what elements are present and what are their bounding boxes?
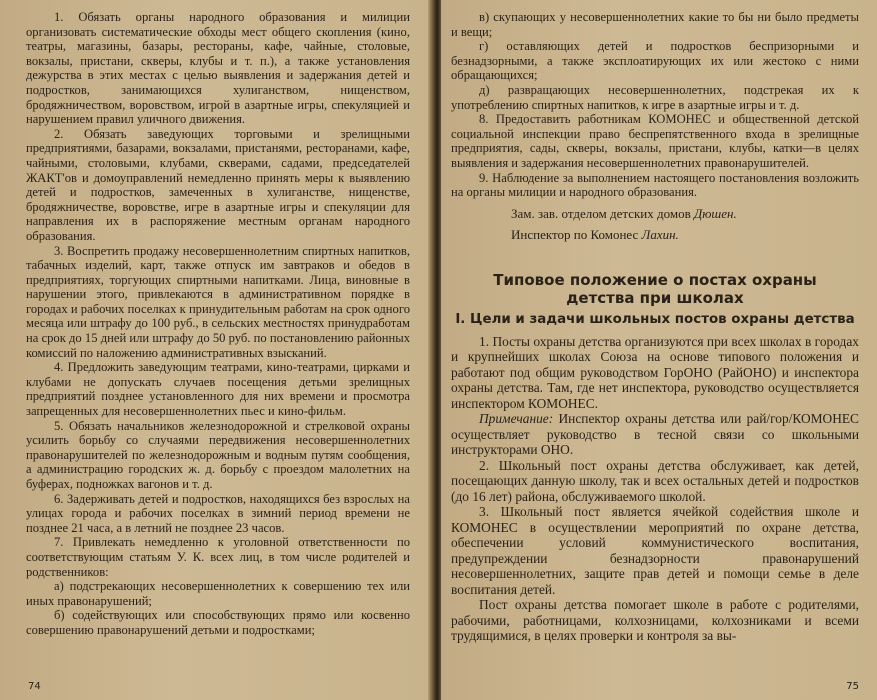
paragraph: б) содействующих или способствующих прямо или косвенно совершению правонарушений детьми и подростками; — [26, 608, 410, 637]
signature-line — [451, 228, 859, 243]
paragraph: 5. Обязать начальников железнодорожной и стрелковой охраны усилить борьбу со случаями передвижения несовершеннолетних правонарушителей по железнодорожным и водным путям сообщения, а администрацию городских ж. д. борьбу с проездом малолетних на буферах, подножках вагонов и т. д. — [26, 418, 410, 491]
paragraph: а) подстрекающих несовершеннолетних к совершению тех или иных правонарушений; — [26, 579, 410, 608]
signature-line — [451, 207, 859, 222]
signature-name: Лахин. — [641, 227, 679, 243]
paragraph: Пост охраны детства помогает школе в работе с родителями, рабочими, работницами, колхозницами, колхозниками и всеми трудящимися, в целях проверки и контроля за вы- — [451, 597, 859, 644]
note-paragraph — [451, 411, 859, 458]
left-page-text — [26, 10, 410, 638]
left-page — [0, 0, 432, 700]
page-number-left: 74 — [28, 681, 41, 692]
paragraph: 2. Обязать заведующих торговыми и зрелищными предприятиями, базарами, вокзалами, пристанями, ресторанами, кафе, чайными, столовыми, клубами, скверами, садами, председателей ЖАКТ'ов и домоуправлений немедленно принять меры к выявлению детей и подростков, замеченных в хулиганстве, нищенстве, бродяжничестве, воровстве, игре в азартные игры и спекуляции для направления их в распоряжение местным органам народного образования. — [26, 126, 410, 243]
paragraph: 1. Обязать органы народного образования и милиции организовать систематические обходы мест общего скопления (кино, театры, магазины, базары, рестораны, кафе, чайные, столовые, вокзалы, пристани, скверы, клубы и т. п.), а также установления дежурства в этих местах с целью выявления и задержания детей и подростков, занимающихся хулиганством, нищенством, бродяжничеством, воровством, игрой в азартные игры, спекуляцией и нарушением правил уличного движения. — [26, 10, 410, 127]
paragraph: 2. Школьный пост охраны детства обслуживает, как детей, посещающих данную школу, так и всех остальных детей и подростков (до 16 лет) района, обслуживаемого школой. — [451, 457, 859, 504]
paragraph: в) скупающих у несовершеннолетних какие то бы ни было предметы и вещи; — [451, 10, 859, 39]
right-page — [441, 0, 877, 700]
paragraph: д) развращающих несовершеннолетних, подстрекая их к употреблению спиртных напитков, к игре в азартные игры и т. д. — [451, 82, 859, 112]
page-number-right: 75 — [846, 681, 859, 692]
section-heading: Типовое положение о постах охраны детства при школах — [493, 270, 817, 307]
paragraph: 1. Посты охраны детства организуются при всех школах в городах и крупнейших школах Союза на основе типового положения и работают под общим руководством ГорОНО (РайОНО) и инспектора охраны детства. Там, где нет инспектора, руководство осуществляется инспектором КОМОНЕС. — [451, 333, 859, 411]
paragraph: 8. Предоставить работникам КОМОНЕС и общественной детской социальной инспекции право беспрепятственного входа в зрелищные предприятия, сады, скверы, вокзалы, пристани, клубы, катки—в целях выявления и задержания несовершеннолетних правонарушителей. — [451, 112, 859, 170]
note-text: Инспектор охраны детства или рай/гор/КОМОНЕС осуществляет руководство в тесной связи со школьными инструкторами ОНО. — [451, 411, 859, 458]
paragraph: 7. Привлекать немедленно к уголовной ответственности по соответствующим статьям У. К. всех лиц, в том числе родителей и родственников: — [26, 535, 410, 579]
paragraph: г) оставляющих детей и подростков беспризорными и безнадзорными, а также эксплоатирующих их или жестоко с ними обращающихся; — [451, 39, 859, 83]
paragraph: 3. Школьный пост является ячейкой содействия школе и КОМОНЕС в осуществлении мероприятий по охране детства, обеспечении условий коммунистического воспитания, предупреждении безнадзорности правонарушений несовершеннолетних, защите прав детей и помощи семье в деле воспитания детей. — [451, 504, 859, 597]
paragraph: 6. Задерживать детей и подростков, находящихся без взрослых на улицах города и рабочих поселках в зимний период времени не позднее 21 часа, а в летний не позднее 23 часов. — [26, 491, 410, 535]
paragraph: 9. Наблюдение за выполнением настоящего постановления возложить на органы милиции и народного образования. — [451, 170, 859, 200]
signature-title: Инспектор по Комонес — [511, 227, 639, 243]
paragraph: 3. Воспретить продажу несовершеннолетним спиртных напитков, табачных изделий, карт, также отпуск им завтраков и обедов в предприятиях, торгующих спиртными напитками. Лица, виновные в нарушении этого, привлекаются в административном порядке в городах и рабочих поселках к принудительным работам на срок одного месяца или штрафу до 100 руб., в сельских местностях принудработам на срок до 15 дней или штрафу до 50 руб. по постановлению районных комиссий по наложению административных взысканий. — [26, 243, 410, 360]
section-subheading: I. Цели и задачи школьных постов охраны детства — [455, 311, 855, 327]
right-page-text — [451, 10, 859, 644]
section-gap — [451, 243, 859, 271]
signature-title: Зам. зав. отделом детских домов — [511, 205, 691, 221]
paragraph: 4. Предложить заведующим театрами, кино-театрами, цирками и клубами не допускать случаев посещения детьми зрелищных предприятий позднее установленного для них времени и просмотра запрещенных для несовершеннолетних пьес и кино-фильм. — [26, 360, 410, 419]
signature-name: Дюшен. — [694, 205, 737, 221]
note-label: Примечание: — [479, 411, 554, 427]
